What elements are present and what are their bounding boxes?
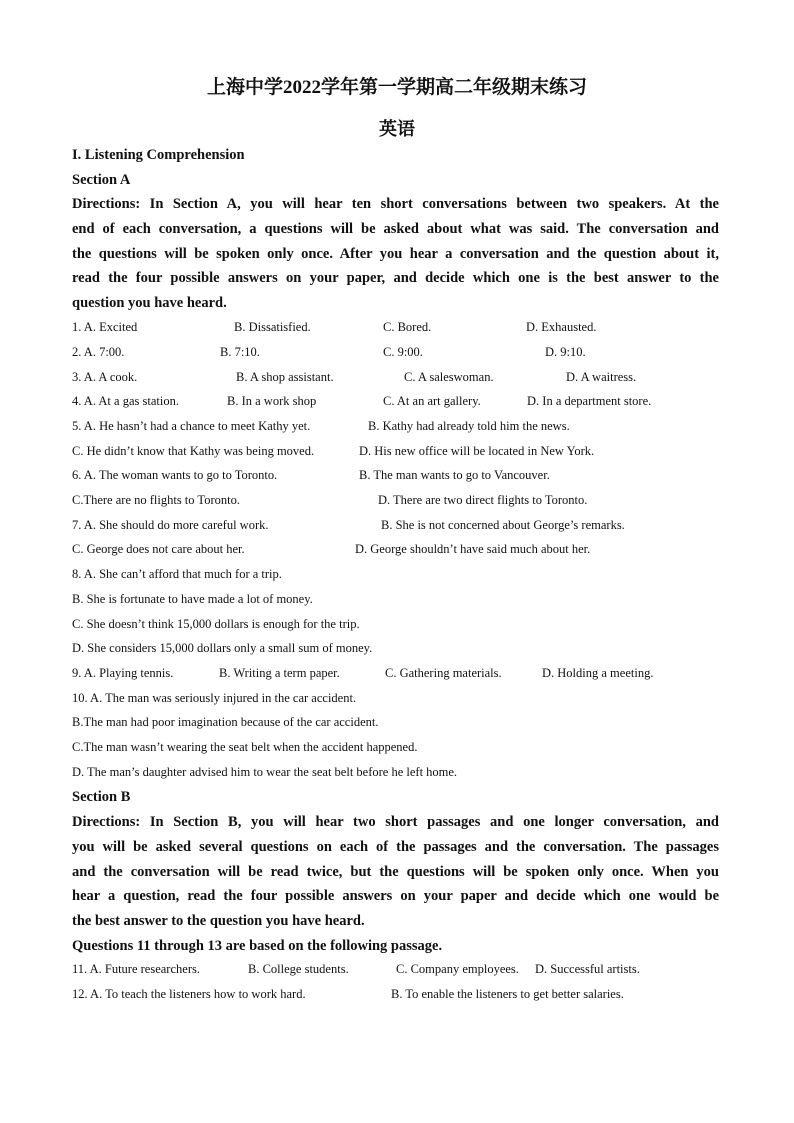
option-d: D. There are two direct flights to Toronto. — [378, 493, 588, 507]
option-c: C. A saleswoman. — [404, 370, 494, 384]
option-c: C.There are no flights to Toronto. — [72, 493, 240, 507]
section-b-directions-line: Directions: In Section B, you will hear two short passages and one longer conversation, and — [72, 814, 719, 830]
option-a: 12. A. To teach the listeners how to work hard. — [72, 987, 306, 1001]
section-b-directions-line: the best answer to the question you have heard. — [72, 913, 365, 929]
option-b: B. In a work shop — [227, 394, 317, 408]
option-d: D. Successful artists. — [535, 962, 640, 976]
option-d: D. Exhausted. — [526, 320, 597, 334]
option-a: 4. A. At a gas station. — [72, 394, 179, 408]
subject-title: 英语 — [379, 119, 415, 139]
option-a: 7. A. She should do more careful work. — [72, 518, 269, 532]
option-a: 3. A. A cook. — [72, 370, 138, 384]
section-b-directions-line: you will be asked several questions on each of the passages and the conversation. The passages — [72, 839, 719, 855]
option-c: C. At an art gallery. — [383, 394, 481, 408]
option-c: C. She doesn’t think 15,000 dollars is enough for the trip. — [72, 617, 360, 631]
option-b: B. A shop assistant. — [236, 370, 334, 384]
option-a: 2. A. 7:00. — [72, 345, 125, 359]
question-10-option-a — [72, 691, 732, 709]
option-d: D. In a department store. — [527, 394, 652, 408]
option-a: 1. A. Excited — [72, 320, 138, 334]
option-a: 11. A. Future researchers. — [72, 962, 200, 976]
section-b-directions-line: hear a question, read the four possible answers on your paper and decide which one would be — [72, 888, 719, 904]
option-c: C.The man wasn’t wearing the seat belt when the accident happened. — [72, 740, 418, 754]
question-3 — [72, 370, 732, 388]
passage-note: Questions 11 through 13 are based on the following passage. — [72, 938, 443, 954]
option-b: B. To enable the listeners to get better salaries. — [391, 987, 624, 1001]
option-d: D. She considers 15,000 dollars only a small sum of money. — [72, 641, 373, 655]
exam-title: 上海中学2022学年第一学期高二年级期末练习 — [206, 77, 587, 98]
option-d: D. His new office will be located in New York. — [359, 444, 595, 458]
question-8-option-b — [72, 592, 732, 610]
question-7 — [72, 518, 732, 536]
option-d: D. A waitress. — [566, 370, 637, 384]
option-d: D. Holding a meeting. — [542, 666, 654, 680]
section-a-directions-line: the questions will be spoken only once. After you hear a conversation and the question about it, — [72, 246, 719, 262]
option-a: 5. A. He hasn’t had a chance to meet Kathy yet. — [72, 419, 311, 433]
option-d: D. 9:10. — [545, 345, 586, 359]
question-10-option-d — [72, 765, 732, 783]
section-a-directions-line: read the four possible answers on your paper, and decide which one is the best answer to the — [72, 270, 719, 286]
option-a: 6. A. The woman wants to go to Toronto. — [72, 468, 278, 482]
option-b: B. The man wants to go to Vancouver. — [359, 468, 550, 482]
option-c: C. He didn’t know that Kathy was being moved. — [72, 444, 315, 458]
section-b-heading: Section B — [72, 789, 131, 805]
question-5-continued — [72, 444, 732, 462]
option-a: 10. A. The man was seriously injured in the car accident. — [72, 691, 357, 705]
section-a-directions-line: end of each conversation, a questions will be asked about what was said. The conversation and — [72, 221, 719, 237]
question-7-continued — [72, 542, 732, 560]
question-8-option-a — [72, 567, 732, 585]
option-b: B. College students. — [248, 962, 349, 976]
section-b-directions-line: and the conversation will be read twice, but the questions will be spoken only once. When you — [72, 864, 719, 880]
option-b: B. She is fortunate to have made a lot of money. — [72, 592, 313, 606]
option-c: C. Company employees. — [396, 962, 519, 976]
question-10-option-c — [72, 740, 732, 758]
option-b: B. Writing a term paper. — [219, 666, 340, 680]
question-10-option-b — [72, 715, 732, 733]
option-b: B. Kathy had already told him the news. — [368, 419, 570, 433]
question-1 — [72, 320, 732, 338]
question-12 — [72, 987, 732, 1005]
option-a: 8. A. She can’t afford that much for a trip. — [72, 567, 282, 581]
option-c: C. Gathering materials. — [385, 666, 502, 680]
question-9 — [72, 666, 732, 684]
question-4 — [72, 394, 732, 412]
part-heading: I. Listening Comprehension — [72, 147, 245, 163]
question-11 — [72, 962, 732, 980]
section-a-heading: Section A — [72, 172, 131, 188]
question-8-option-c — [72, 617, 732, 635]
option-c: C. Bored. — [383, 320, 432, 334]
question-6-continued — [72, 493, 732, 511]
option-c: C. George does not care about her. — [72, 542, 245, 556]
option-d: D. The man’s daughter advised him to wear the seat belt before he left home. — [72, 765, 458, 779]
option-d: D. George shouldn’t have said much about her. — [355, 542, 591, 556]
question-5 — [72, 419, 732, 437]
option-a: 9. A. Playing tennis. — [72, 666, 174, 680]
option-c: C. 9:00. — [383, 345, 423, 359]
question-2 — [72, 345, 732, 363]
question-8-option-d — [72, 641, 732, 659]
option-b: B. Dissatisfied. — [234, 320, 311, 334]
section-a-directions-line: Directions: In Section A, you will hear ten short conversations between two speakers. At the — [72, 196, 719, 212]
section-a-directions-line: question you have heard. — [72, 295, 227, 311]
option-b: B.The man had poor imagination because of the car accident. — [72, 715, 379, 729]
question-6 — [72, 468, 732, 486]
option-b: B. She is not concerned about George’s remarks. — [381, 518, 625, 532]
option-b: B. 7:10. — [220, 345, 260, 359]
